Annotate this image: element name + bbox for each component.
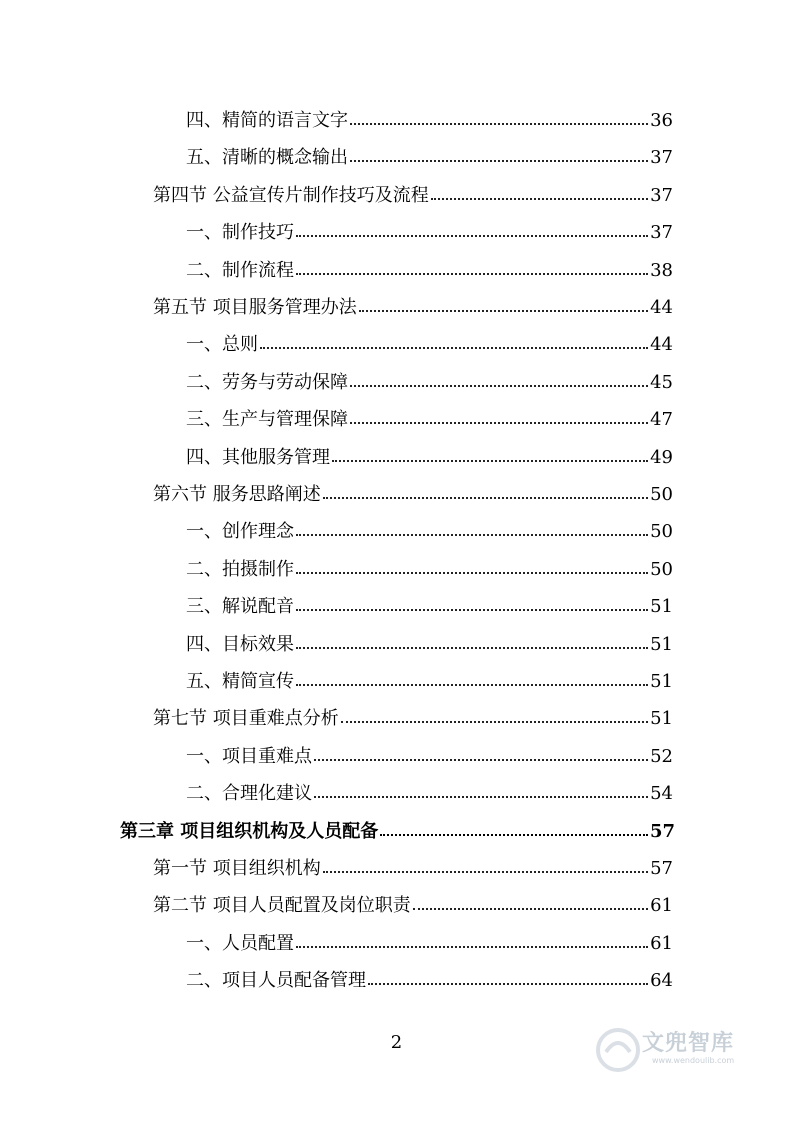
- toc-entry-label: 二、项目人员配备管理: [186, 970, 366, 992]
- toc-entry-label: 第三章 项目组织机构及人员配备: [120, 820, 379, 842]
- toc-dot-leader: [296, 684, 648, 686]
- toc-entry[interactable]: [186, 966, 673, 994]
- toc-dot-leader: [332, 460, 648, 462]
- toc-dot-leader: [314, 796, 648, 798]
- toc-dot-leader: [314, 759, 648, 761]
- toc-dot-leader: [368, 983, 648, 985]
- toc-entry-label: 二、合理化建议: [186, 783, 312, 805]
- toc-entry-page: 64: [650, 970, 673, 992]
- toc-entry[interactable]: [186, 443, 673, 471]
- toc-entry-page: 45: [650, 371, 673, 393]
- toc-entry-page: 51: [650, 671, 673, 692]
- toc-dot-leader: [296, 609, 648, 611]
- toc-entry-label: 三、解说配音: [186, 596, 294, 618]
- toc-dot-leader: [341, 721, 648, 723]
- toc-entry-label: 一、制作技巧: [186, 222, 294, 244]
- toc-dot-leader: [296, 235, 648, 237]
- toc-dot-leader: [350, 422, 648, 424]
- toc-entry[interactable]: [186, 106, 673, 134]
- toc-entry-page: 54: [650, 783, 673, 805]
- toc-entry[interactable]: [153, 891, 673, 919]
- toc-entry[interactable]: [186, 368, 673, 396]
- toc-entry-page: 37: [650, 147, 673, 169]
- toc-entry-label: 第六节 服务思路阐述: [153, 484, 321, 505]
- toc-entry-page: 36: [650, 110, 673, 131]
- toc-entry-label: 二、劳务与劳动保障: [186, 371, 348, 393]
- toc-dot-leader: [380, 834, 648, 836]
- toc-entry[interactable]: [120, 817, 675, 845]
- toc-entry[interactable]: [153, 854, 673, 882]
- toc-entry[interactable]: [153, 704, 673, 732]
- toc-dot-leader: [296, 534, 648, 536]
- toc-entry-page: 51: [650, 596, 673, 618]
- toc-entry[interactable]: [186, 630, 673, 658]
- toc-entry-label: 第七节 项目重难点分析: [153, 708, 339, 730]
- toc-entry-page: 51: [650, 708, 673, 730]
- toc-entry-label: 一、人员配置: [186, 932, 294, 954]
- toc-entry-page: 47: [650, 409, 673, 431]
- toc-entry-label: 四、目标效果: [186, 633, 294, 655]
- watermark-site: www.wendoulib.com: [652, 1056, 735, 1065]
- toc-entry[interactable]: [186, 405, 673, 433]
- toc-entry-label: 第四节 公益宣传片制作技巧及流程: [153, 184, 429, 206]
- toc-entry[interactable]: [186, 779, 673, 807]
- toc-entry[interactable]: [186, 218, 673, 246]
- toc-dot-leader: [323, 497, 648, 499]
- toc-entry-label: 四、精简的语言文字: [186, 110, 348, 131]
- toc-entry[interactable]: [153, 181, 673, 209]
- toc-dot-leader: [350, 123, 648, 125]
- toc-entry[interactable]: [186, 256, 673, 284]
- toc-entry-label: 第二节 项目人员配置及岗位职责: [153, 895, 411, 917]
- toc-entry-page: 50: [650, 521, 673, 543]
- toc-entry-label: 一、创作理念: [186, 521, 294, 543]
- toc-entry-label: 三、生产与管理保障: [186, 409, 348, 431]
- toc-entry-label: 第五节 项目服务管理办法: [153, 297, 357, 318]
- toc-entry-page: 51: [650, 633, 673, 655]
- toc-entry-page: 44: [650, 334, 673, 356]
- toc-entry-page: 37: [650, 184, 673, 206]
- toc-entry[interactable]: [186, 667, 673, 695]
- toc-entry[interactable]: [186, 555, 673, 583]
- toc-entry-label: 一、总则: [186, 334, 258, 356]
- toc-entry-label: 五、清晰的概念输出: [186, 147, 348, 169]
- toc-entry[interactable]: [186, 143, 673, 171]
- toc-dot-leader: [350, 385, 648, 387]
- toc-entry-page: 52: [650, 745, 673, 767]
- toc-entry[interactable]: [153, 480, 673, 508]
- toc-entry[interactable]: [186, 330, 673, 358]
- toc-dot-leader: [296, 273, 648, 275]
- toc-entry[interactable]: [186, 592, 673, 620]
- toc-dot-leader: [359, 310, 648, 312]
- toc-dot-leader: [296, 572, 648, 574]
- toc-entry-page: 49: [650, 446, 673, 468]
- toc-entry-page: 57: [649, 820, 675, 842]
- toc-dot-leader: [260, 347, 648, 349]
- toc-entry-label: 四、其他服务管理: [186, 446, 330, 468]
- toc-entry-page: 61: [650, 895, 673, 917]
- toc-dot-leader: [296, 946, 648, 948]
- toc-dot-leader: [413, 908, 648, 910]
- toc-entry-label: 二、制作流程: [186, 259, 294, 281]
- toc-entry-page: 37: [650, 222, 673, 244]
- toc-dot-leader: [323, 871, 648, 873]
- toc-entry-page: 57: [650, 858, 673, 879]
- toc-entry-label: 五、精简宣传: [186, 671, 294, 692]
- watermark-brand: 文兜智库: [642, 1031, 735, 1056]
- toc-dot-leader: [350, 160, 648, 162]
- toc-entry[interactable]: [153, 293, 673, 321]
- toc-entry-page: 44: [650, 297, 673, 318]
- toc-entry-label: 第一节 项目组织机构: [153, 858, 321, 879]
- page-number: 2: [390, 1032, 403, 1053]
- toc-entry-page: 50: [650, 558, 673, 580]
- toc-dot-leader: [296, 647, 648, 649]
- toc-entry-label: 二、拍摄制作: [186, 558, 294, 580]
- toc-entry-label: 一、项目重难点: [186, 745, 312, 767]
- toc-entry[interactable]: [186, 517, 673, 545]
- toc-entry[interactable]: [186, 929, 673, 957]
- toc-entry-page: 61: [650, 932, 673, 954]
- toc-entry[interactable]: [186, 742, 673, 770]
- toc-entry-page: 50: [650, 484, 673, 505]
- toc-entry-page: 38: [650, 259, 673, 281]
- toc-dot-leader: [431, 198, 648, 200]
